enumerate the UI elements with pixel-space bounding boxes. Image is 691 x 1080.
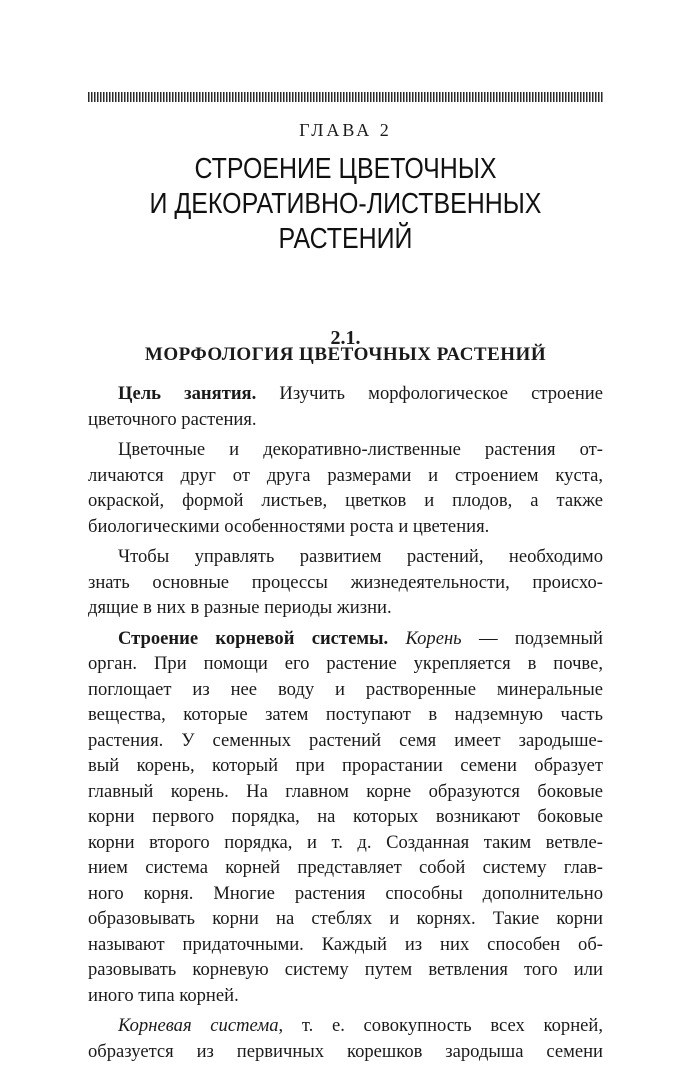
- paragraph-goal: [88, 381, 603, 432]
- section-title: МОРФОЛОГИЯ ЦВЕТОЧНЫХ РАСТЕНИЙ: [144, 344, 547, 365]
- body-text: [88, 381, 603, 1069]
- paragraph-development: [88, 544, 603, 621]
- paragraph-intro: [88, 437, 603, 539]
- text-line: [88, 381, 603, 407]
- root-term: Корень: [405, 627, 462, 649]
- text-line: [88, 626, 603, 652]
- text-fragment: , т. е. совокупность всех корней,: [278, 1015, 603, 1036]
- header-hatch-rule: [88, 92, 603, 102]
- text-line: цветочного растения.: [88, 408, 257, 430]
- text-line: Чтобы управлять развитием растений, необходимо: [118, 546, 603, 567]
- text-fragment: Изучить морфологическое строение: [256, 383, 603, 404]
- text-line: орган. При помощи его растение укрепляется в почве,: [88, 653, 603, 674]
- text-line: называют придаточными. Каждый из них способен об-: [88, 933, 603, 955]
- text-line: окраской, формой листьев, цветков и плодов, а также: [88, 490, 603, 511]
- goal-lead: Цель занятия.: [118, 383, 257, 404]
- text-line: вый корень, который при прорастании семени образует: [88, 755, 603, 776]
- chapter-title-line: СТРОЕНИЕ ЦВЕТОЧНЫХ: [194, 153, 497, 185]
- text-line: нием система корней представляет собой систему глав-: [88, 857, 603, 878]
- text-line: дящие в них в разные периоды жизни.: [88, 597, 392, 618]
- chapter-title-line: И ДЕКОРАТИВНО-ЛИСТВЕННЫХ: [149, 188, 542, 220]
- text-line: знать основные процессы жизнедеятельности, происхо-: [88, 571, 603, 593]
- root-system-term: Корневая система: [118, 1015, 279, 1036]
- text-line: личаются друг от друга размерами и строением куста,: [88, 464, 603, 486]
- text-line: иного типа корней.: [88, 984, 239, 1006]
- text-line: корни второго порядка, и т. д. Созданная таким ветвле-: [88, 831, 603, 853]
- text-line: биологическими особенностями роста и цветения.: [88, 515, 490, 537]
- chapter-title-line: РАСТЕНИЙ: [278, 223, 413, 255]
- text-line: Цветочные и декоративно-лиственные растения от-: [118, 439, 603, 460]
- root-structure-lead: Строение корневой системы.: [118, 627, 389, 649]
- text-line: главный корень. На главном корне образуются боковые: [88, 780, 603, 802]
- text-line: образовывать корни на стеблях и корнях. Такие корни: [88, 908, 603, 929]
- text-line: корни первого порядка, на которых возникают боковые: [88, 806, 603, 827]
- text-line: растения. У семенных растений семя имеет зародыше-: [88, 729, 603, 751]
- paragraph-root-structure: [88, 626, 603, 1009]
- section-number: 2.1.: [330, 327, 361, 349]
- text-fragment: — подземный: [461, 627, 603, 649]
- chapter-label: ГЛАВА 2: [299, 120, 392, 140]
- text-line: разовывать корневую систему путем ветвления того или: [88, 959, 603, 980]
- chapter-title: [124, 152, 567, 257]
- text-line: ного корня. Многие растения способны дополнительно: [88, 882, 603, 904]
- text-line: образуется из первичных корешков зародыша семени: [88, 1040, 603, 1062]
- text-line: поглощает из нее воду и растворенные минеральные: [88, 678, 603, 700]
- text-line: [88, 1013, 603, 1039]
- paragraph-root-system: [88, 1013, 603, 1064]
- text-line: вещества, которые затем поступают в надземную часть: [88, 704, 603, 725]
